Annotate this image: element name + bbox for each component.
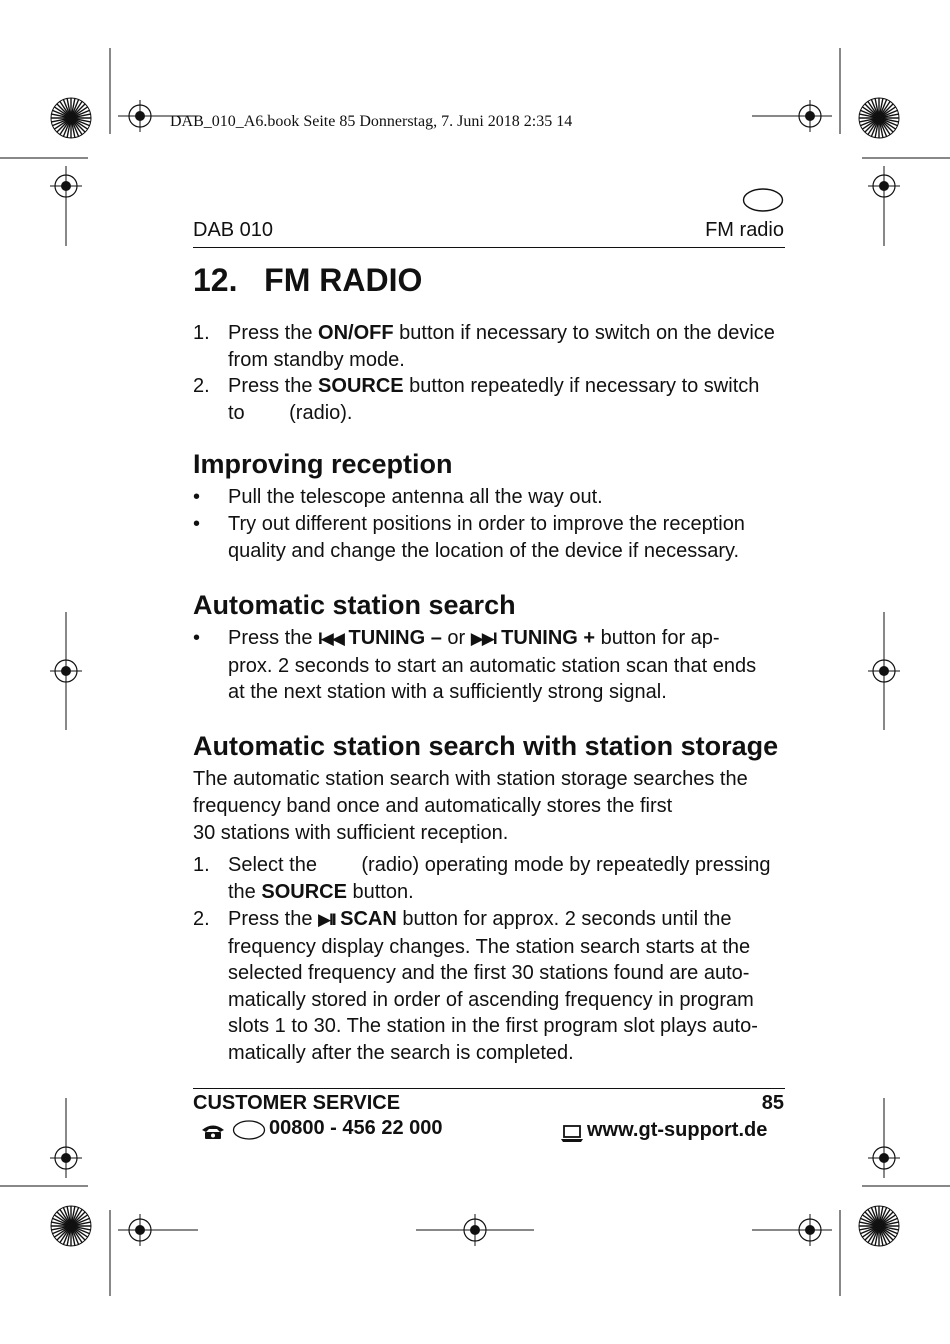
bullet-auto-search: • Press the I◀◀ TUNING – or ▶▶I TUNING + button for ap- prox. 2 seconds to start an automatic station scan that ends at the next station with a sufficiently strong signal. <box>193 627 757 703</box>
support-website: www.gt-support.de <box>587 1119 768 1141</box>
tuning-minus-key: TUNING – <box>342 627 442 649</box>
book-info-line: DAB_010_A6.book Seite 85 Donnerstag, 7. Juni 2018 2:35 14 <box>170 113 573 130</box>
tuning-plus-key: TUNING + <box>495 627 596 649</box>
page-title: 12. FM RADIO <box>193 262 423 298</box>
source-key: SOURCE <box>318 375 404 397</box>
header-section: FM radio <box>705 219 784 241</box>
next-track-icon: ▶▶I <box>470 629 496 648</box>
on-off-key: ON/OFF <box>318 322 394 344</box>
heading-search-with-storage: Automatic station search with station storage <box>193 731 779 761</box>
prev-track-icon: I◀◀ <box>318 629 343 648</box>
intro-step-2: 2. Press the SOURCE button repeatedly if necessary to switch to (radio). <box>193 375 760 424</box>
laptop-icon <box>561 1124 583 1142</box>
footer-rule <box>193 1088 785 1089</box>
customer-service-label: CUSTOMER SERVICE <box>193 1092 401 1114</box>
storage-step-2: 2. Press the ▶II SCAN button for approx. 2 seconds until the frequency display changes. The station search starts at the selected frequency and the first 30 stations found are auto- matically stored in order of ascending frequency in program slots 1 to 30. The station in the first program slot plays auto- matically after the search is completed. <box>193 908 758 1064</box>
phone-number: 00800 - 456 22 000 <box>269 1117 443 1139</box>
phone-icon <box>200 1122 226 1140</box>
country-oval-icon <box>232 1119 266 1141</box>
scan-key: SCAN <box>334 908 397 930</box>
bullet-positions: • Try out different positions in order to improve the reception quality and change the location of the device if necessary. <box>193 513 745 562</box>
header-model: DAB 010 <box>193 219 274 241</box>
chapter-oval-icon <box>742 187 784 213</box>
heading-improving-reception: Improving reception <box>193 449 453 479</box>
heading-automatic-search: Automatic station search <box>193 590 516 620</box>
page-number: 85 <box>761 1092 784 1114</box>
header-rule <box>193 247 785 248</box>
play-pause-icon: ▶II <box>318 910 335 929</box>
intro-step-1: 1. Press the ON/OFF button if necessary to switch on the device from standby mode. <box>193 322 775 371</box>
storage-description: The automatic station search with station storage searches the frequency band once and automatically stores the first 30 stations with sufficient reception. <box>193 768 748 844</box>
source-key: SOURCE <box>261 880 347 903</box>
bullet-antenna: • Pull the telescope antenna all the way out. <box>193 486 603 508</box>
storage-step-1: 1. Select the (radio) operating mode by repeatedly pressing the SOURCE button. <box>193 854 771 903</box>
